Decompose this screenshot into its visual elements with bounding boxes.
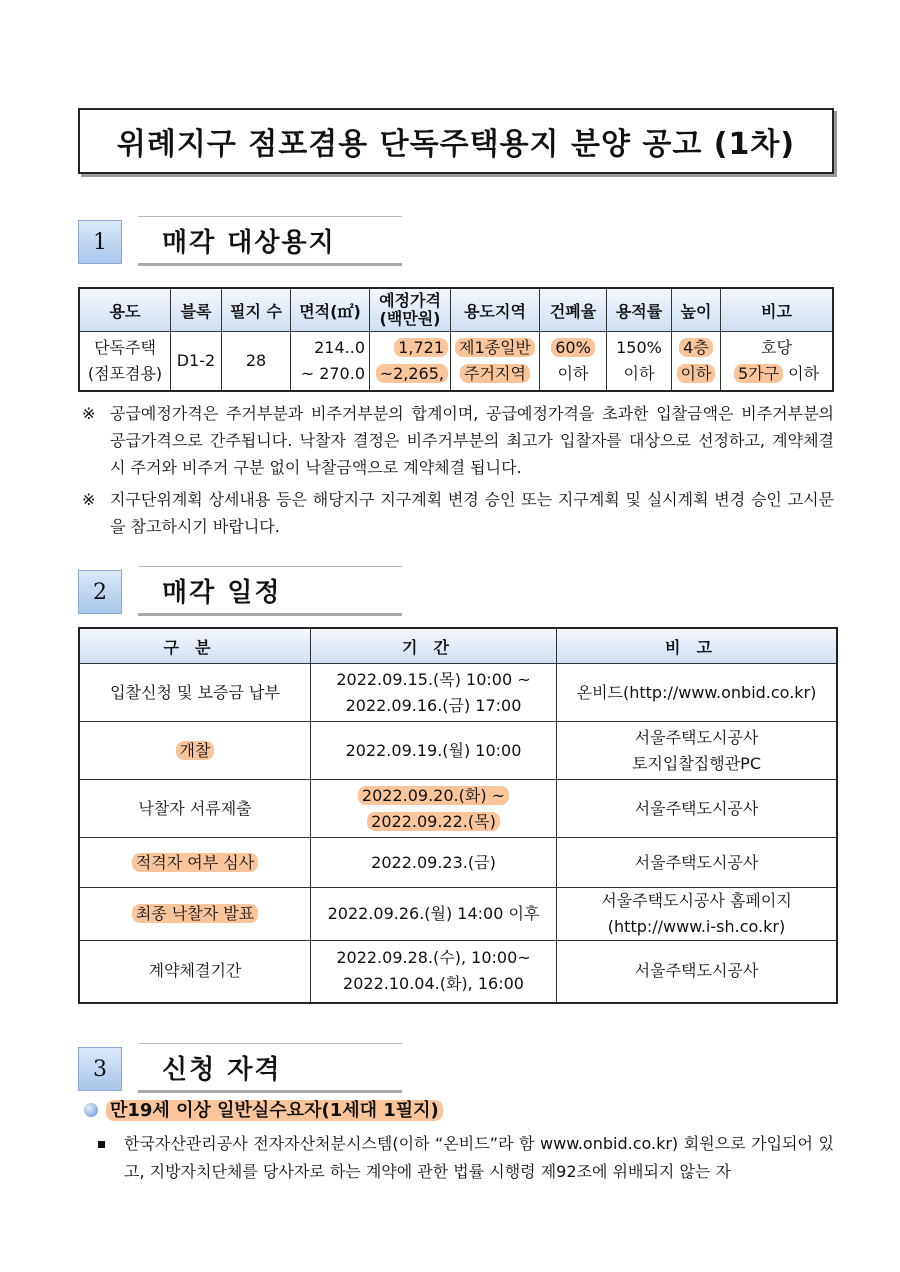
header-cell: 필지 수 <box>222 288 291 332</box>
cell-line: (http://www.i-sh.co.kr) <box>607 917 786 936</box>
note-text: 공급예정가격은 주거부분과 비주거부분의 합계이며, 공급예정가격을 초과한 입찰금액은 비주거부분의 공급가격으로 간주됩니다. 낙찰자 결정은 비주거부분의 최고가 입찰자를 대상으로 선정하고, 계약체결 시 주거와 비주거 구분 없이 낙찰금액으로 계약체결 됩니다. <box>110 404 834 477</box>
table-row <box>79 722 837 780</box>
cell-line: 60% <box>551 338 595 357</box>
cell-line: 2022.09.22.(목) <box>367 812 500 831</box>
cell-line: 서울주택도시공사 <box>634 727 759 747</box>
remark-cell: 서울주택도시공사 <box>557 780 838 838</box>
cell-line: 서울주택도시공사 홈페이지 <box>601 891 792 910</box>
item-cell: 입찰신청 및 보증금 납부 <box>79 664 311 722</box>
remark-cell: 서울주택도시공사 <box>557 838 838 888</box>
section-label: 매각 대상용지 <box>138 216 402 266</box>
land-table <box>78 287 834 392</box>
period-cell <box>311 664 557 722</box>
cell-line: 제1종일반 <box>455 338 535 357</box>
price-cell <box>370 332 451 392</box>
area-cell <box>291 332 370 392</box>
table-row <box>79 838 837 888</box>
table-row <box>79 941 837 1003</box>
note-text: 지구단위계획 상세내용 등은 해당지구 지구계획 변경 승인 또는 지구계획 및 실시계획 변경 승인 고시문을 참고하시기 바랍니다. <box>110 490 834 536</box>
coverage-cell <box>540 332 607 392</box>
block-cell: D1-2 <box>171 332 222 392</box>
cell-line: 2022.09.15.(목) 10:00 ~ <box>336 669 531 689</box>
item-cell <box>79 888 311 941</box>
note-mark: ※ <box>82 490 96 509</box>
item-cell <box>79 838 311 888</box>
header-cell: 면적(㎡) <box>291 288 370 332</box>
cell-line: ~2,265, <box>376 364 448 383</box>
cell-line: 이하 <box>557 364 589 383</box>
qualification-paragraph <box>98 1130 834 1186</box>
cell-line: 최종 낙찰자 발표 <box>132 904 258 923</box>
cell-line: 150% <box>616 338 662 357</box>
period-cell: 2022.09.23.(금) <box>311 838 557 888</box>
note-mark: ※ <box>82 404 96 423</box>
qualification-text: 한국자산관리공사 전자자산처분시스템(이하 “온비드”라 함 www.onbid.co.kr) 회원으로 가입되어 있고, 지방자치단체를 당사자로 하는 계약에 관한 법률 시행령 제92조에 위배되지 않는 자 <box>124 1134 834 1181</box>
table-row <box>79 888 837 941</box>
lots-cell: 28 <box>222 332 291 392</box>
header-cell: 용도지역 <box>451 288 540 332</box>
section-number: 3 <box>78 1047 122 1091</box>
cell-line: 토지입찰집행관PC <box>631 753 761 773</box>
cell-line: 적격자 여부 심사 <box>132 853 258 872</box>
cell-line: 이하 <box>623 364 655 383</box>
header-cell: 건폐율 <box>540 288 607 332</box>
period-cell: 2022.09.19.(월) 10:00 <box>311 722 557 780</box>
cell-line: 4층 <box>679 338 713 357</box>
zone-cell <box>451 332 540 392</box>
header-cell: 높이 <box>672 288 721 332</box>
period-cell <box>311 941 557 1003</box>
section-number: 1 <box>78 220 122 264</box>
square-bullet-icon <box>98 1141 105 1148</box>
height-cell <box>672 332 721 392</box>
cell-line: 개찰 <box>176 741 215 760</box>
period-cell: 2022.09.26.(월) 14:00 이후 <box>311 888 557 941</box>
remark-cell <box>557 888 838 941</box>
far-cell <box>607 332 672 392</box>
item-cell <box>79 722 311 780</box>
cell-line: 2022.09.16.(금) 17:00 <box>345 695 522 715</box>
cell-line: 이하 <box>677 364 716 383</box>
bullet-circle-icon <box>84 1103 98 1117</box>
cell-line: 214..0 <box>314 338 365 357</box>
header-cell: 구분 <box>79 628 311 664</box>
cell-line: 2022.10.04.(화), 16:00 <box>343 974 524 994</box>
cell-line: 호당 <box>761 338 792 357</box>
section-label: 매각 일정 <box>138 566 402 616</box>
item-cell: 낙찰자 서류제출 <box>79 780 311 838</box>
header-cell: 예정가격 (백만원) <box>370 288 451 332</box>
section-number: 2 <box>78 570 122 614</box>
schedule-table <box>78 627 838 1004</box>
remark-cell: 온비드(http://www.onbid.co.kr) <box>557 664 838 722</box>
section-label: 신청 자격 <box>138 1043 402 1093</box>
cell-line: 5가구 <box>734 364 783 383</box>
table-row <box>79 332 833 392</box>
qualification-title <box>106 1096 443 1122</box>
cell-line: (점포겸용) <box>87 364 163 383</box>
note-1 <box>82 400 834 481</box>
cell-line: 단독주택 <box>94 338 156 357</box>
header-cell: 용도 <box>79 288 171 332</box>
header-cell: 비고 <box>721 288 834 332</box>
cell-line: 2022.09.28.(수), 10:00~ <box>336 948 531 968</box>
cell-line: 1,721 <box>394 338 448 357</box>
note-2 <box>82 486 834 540</box>
item-cell: 계약체결기간 <box>79 941 311 1003</box>
header-cell: 용적률 <box>607 288 672 332</box>
header-cell: 블록 <box>171 288 222 332</box>
remark-cell: 서울주택도시공사 <box>557 941 838 1003</box>
qualification-title-text: 만19세 이상 일반실수요자(1세대 1필지) <box>106 1100 443 1121</box>
cell-line: 2022.09.20.(화) ~ <box>358 786 509 805</box>
remark-cell <box>721 332 834 392</box>
cell-line: 이하 <box>783 364 820 383</box>
header-cell: 비고 <box>557 628 838 664</box>
usage-cell <box>79 332 171 392</box>
cell-line: 주거지역 <box>460 364 530 383</box>
table-row <box>79 780 837 838</box>
header-cell: 기간 <box>311 628 557 664</box>
period-cell <box>311 780 557 838</box>
document-title-box <box>78 108 834 174</box>
document-title: 위례지구 점포겸용 단독주택용지 분양 공고 (1차) <box>116 127 796 162</box>
cell-line: ~ 270.0 <box>300 364 365 383</box>
remark-cell <box>557 722 838 780</box>
table-row <box>79 664 837 722</box>
